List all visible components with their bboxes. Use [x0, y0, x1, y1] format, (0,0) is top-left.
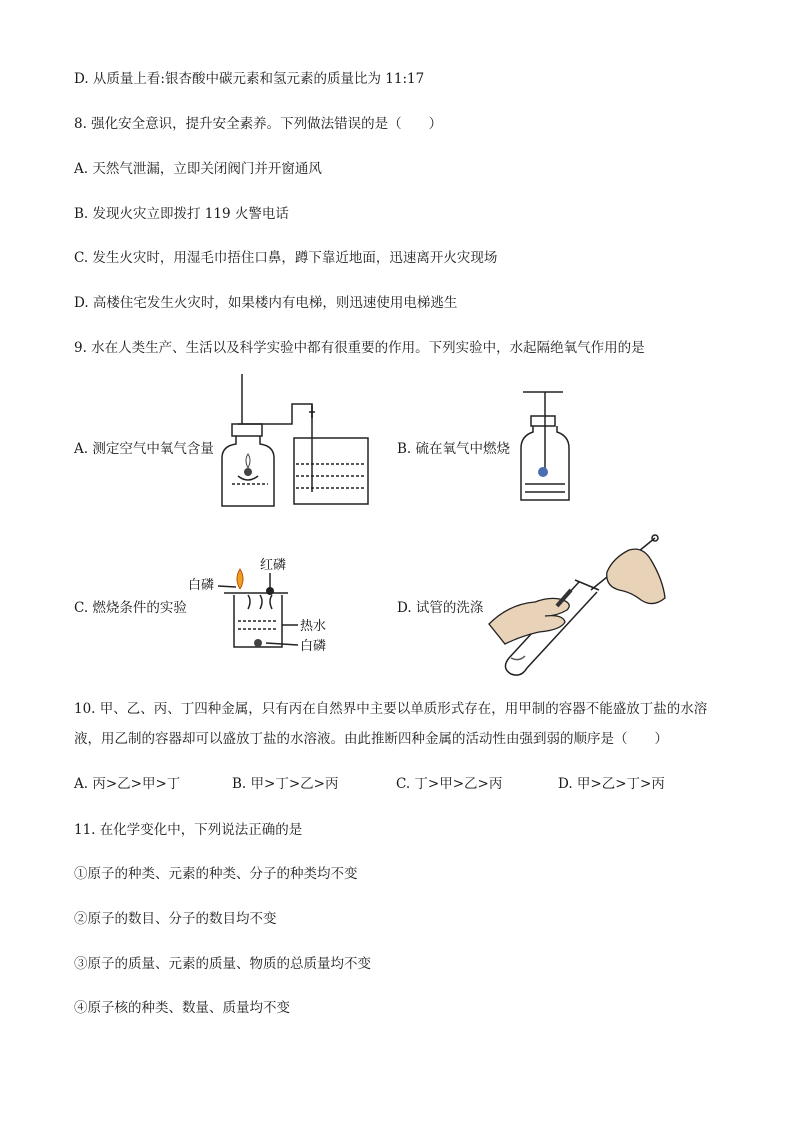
- question-10-option-a: A. 丙>乙>甲>丁: [74, 776, 181, 792]
- question-9-option-c: C. 燃烧条件的实验: [74, 600, 187, 616]
- question-8-option-d: D. 高楼住宅发生火灾时，如果楼内有电梯，则迅速使用电梯逃生: [74, 295, 458, 311]
- label-red-phosphorus: 红磷: [260, 558, 287, 573]
- question-8-option-a: A. 天然气泄漏，立即关闭阀门并开窗通风: [74, 161, 322, 177]
- label-white-phosphorus-bottom: 白磷: [300, 639, 327, 654]
- figure-a-oxygen-measurement: [218, 372, 378, 510]
- question-10-options: [74, 772, 724, 794]
- label-white-phosphorus-top: 白磷: [188, 578, 215, 593]
- figure-c-combustion-conditions: [188, 551, 348, 656]
- figure-b-sulfur-burning: [517, 390, 573, 502]
- sulfur-spoon: [538, 467, 548, 477]
- question-11-item-1: ①原子的种类、元素的种类、分子的种类均不变: [74, 866, 358, 882]
- flame-icon: [237, 569, 243, 589]
- white-phosphorus-in-water: [254, 639, 262, 647]
- question-7-option-d: D. 从质量上看:银杏酸中碳元素和氢元素的质量比为 11:17: [74, 71, 425, 87]
- question-9-option-a: A. 测定空气中氧气含量: [74, 441, 214, 457]
- question-8-stem: 8. 强化安全意识，提升安全素养。下列做法错误的是（ ）: [74, 116, 443, 132]
- question-11-item-2: ②原子的数目、分子的数目均不变: [74, 911, 277, 927]
- question-9-option-b: B. 硫在氧气中燃烧: [397, 441, 511, 457]
- question-10-option-b: B. 甲>丁>乙>丙: [232, 776, 339, 792]
- question-9-option-d: D. 试管的洗涤: [397, 600, 484, 616]
- question-8-option-c: C. 发生火灾时，用湿毛巾捂住口鼻，蹲下靠近地面，迅速离开火灾现场: [74, 250, 498, 266]
- question-8-option-b: B. 发现火灾立即拨打 119 火警电话: [74, 206, 289, 222]
- question-10-option-c: C. 丁>甲>乙>丙: [396, 776, 503, 792]
- figure-d-test-tube-washing: [487, 532, 667, 672]
- flame-icon: [246, 454, 250, 468]
- question-10-stem: 10. 甲、乙、丙、丁四种金属，只有丙在自然界中主要以单质形式存在，用甲制的容器不能盛放丁盐的水溶液，用乙制的容器却可以盛放丁盐的水溶液。由此推断四种金属的活动性由强到弱的顺序是（ ）: [74, 701, 708, 747]
- label-hot-water: 热水: [300, 619, 327, 634]
- combustion-spoon: [244, 468, 252, 476]
- red-phosphorus: [266, 587, 274, 595]
- right-hand-icon: [607, 549, 665, 603]
- question-9-stem: 9. 水在人类生产、生活以及科学实验中都有很重要的作用。下列实验中，水起隔绝氧气作用的是: [74, 340, 645, 356]
- question-11-item-3: ③原子的质量、元素的质量、物质的总质量均不变: [74, 956, 371, 972]
- question-11-item-4: ④原子核的种类、数量、质量均不变: [74, 1000, 290, 1016]
- question-10-option-d: D. 甲>乙>丁>丙: [558, 776, 665, 792]
- question-11-stem: 11. 在化学变化中，下列说法正确的是: [74, 822, 303, 838]
